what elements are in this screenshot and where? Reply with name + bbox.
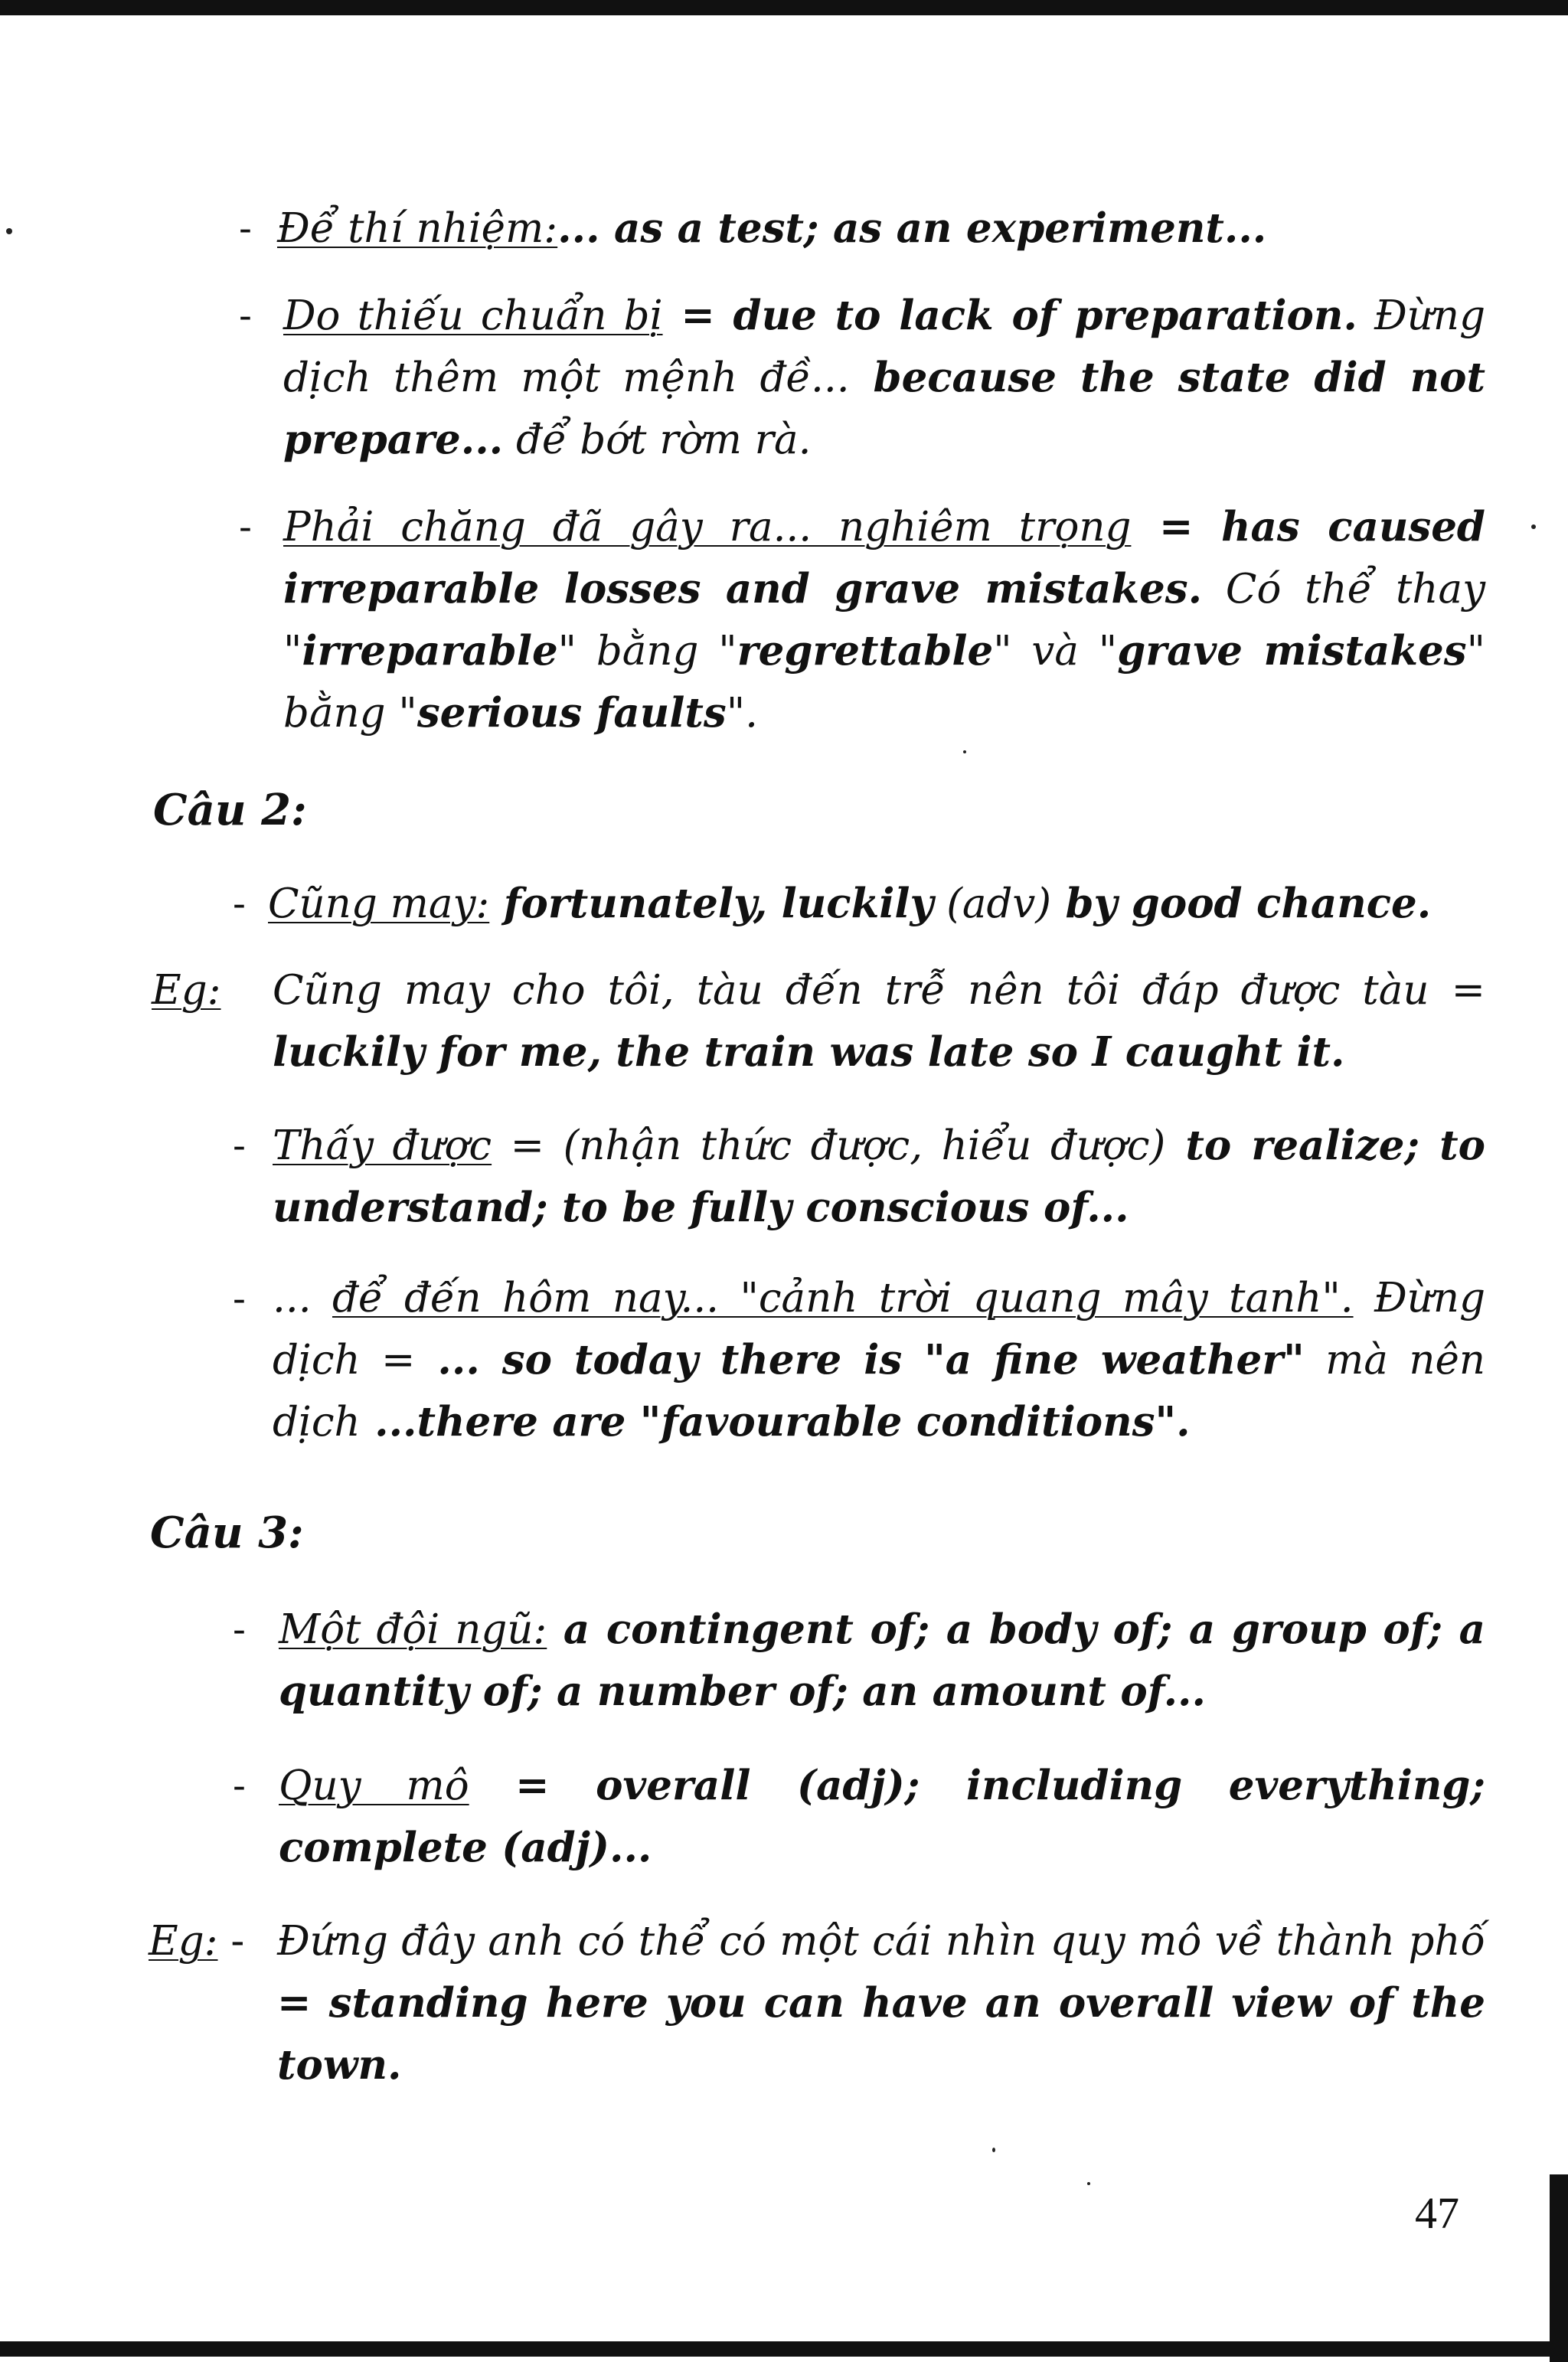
example-label: Eg: - — [149, 1918, 245, 1965]
list-item — [268, 873, 1493, 935]
english-text: serious faults — [416, 689, 727, 737]
list-dash: - — [233, 1276, 246, 1321]
vietnamese-term: Một đội ngũ: — [279, 1606, 547, 1653]
english-text: ...there are "favourable conditions". — [360, 1398, 1191, 1446]
list-dash: - — [230, 1918, 245, 1965]
vietnamese-note: ". — [726, 690, 758, 737]
english-text: = due to lack of preparation. — [662, 292, 1357, 339]
vietnamese-note: mà nên dịch — [273, 1337, 1485, 1446]
vietnamese-note: để bớt rờm rà. — [503, 417, 812, 463]
vietnamese-note: " bằng " — [283, 628, 1485, 737]
vietnamese-term: Để thí nhiệm: — [277, 205, 558, 252]
vietnamese-note: (adv) — [933, 880, 1052, 927]
vietnamese-term: Cũng may: — [268, 880, 490, 927]
english-text: by good chance. — [1051, 880, 1432, 927]
vietnamese-term: Phải chăng đã gây ra... nghiêm trọng — [283, 504, 1132, 550]
list-item — [279, 1599, 1485, 1723]
vietnamese-note: " bằng " — [557, 628, 737, 675]
example-text — [277, 1911, 1485, 2096]
list-item — [277, 198, 1487, 260]
section-heading: Câu 3: — [150, 1508, 304, 1558]
english-text: regrettable — [737, 627, 994, 675]
vietnamese-term: Thấy được — [273, 1122, 492, 1169]
list-dash: - — [233, 1607, 246, 1651]
list-dash: - — [233, 1123, 246, 1168]
vietnamese-note: = (nhận thức được, hiểu được) — [492, 1122, 1166, 1169]
list-item — [273, 1268, 1485, 1453]
english-text: irreparable — [302, 627, 558, 675]
vietnamese-note: Có thể thay " — [283, 566, 1486, 675]
vietnamese-note: Cũng may cho tôi, tàu đến trễ nên tôi đáp được tàu = — [273, 967, 1485, 1014]
list-dash: - — [239, 206, 252, 250]
ellipsis: ... — [273, 1275, 332, 1321]
list-item — [283, 496, 1485, 744]
list-dash: - — [239, 505, 252, 549]
vietnamese-note: Đừng dịch thêm một mệnh đề... — [283, 292, 1485, 401]
english-text: fortunately, luckily — [489, 880, 934, 927]
vietnamese-term: Do thiếu chuẩn bị — [283, 292, 663, 339]
vietnamese-note: " và " — [993, 628, 1118, 675]
english-text: to realize; to understand; to be fully conscious of... — [273, 1122, 1486, 1231]
list-item — [273, 1115, 1485, 1239]
english-text: because the state did not prepare... — [283, 354, 1485, 463]
english-text: grave mistakes — [1117, 627, 1467, 675]
vietnamese-term: để đến hôm nay... "cảnh trời quang mây tanh". — [332, 1275, 1354, 1321]
english-text: = overall (adj); including everything; complete (adj)... — [279, 1762, 1486, 1871]
english-text: ... so today there is "a fine weather" — [415, 1336, 1305, 1384]
english-text: = standing here you can have an overall view of the town. — [277, 1979, 1485, 2089]
list-item — [283, 285, 1485, 471]
vietnamese-note: Đứng đây anh có thể có một cái nhìn quy mô về thành phố — [277, 1918, 1485, 1965]
section-heading: Câu 2: — [153, 785, 307, 835]
vietnamese-term: Quy mô — [279, 1763, 469, 1809]
list-dash: - — [233, 881, 246, 926]
english-text: = has caused irreparable losses and grave mistakes. — [283, 503, 1485, 613]
list-item — [279, 1755, 1485, 1879]
vietnamese-note: Đừng dịch = — [273, 1275, 1485, 1384]
english-text: a contingent of; a body of; a group of; a quantity of; a number of; an amount of... — [279, 1606, 1486, 1715]
example-text — [273, 960, 1485, 1083]
page-number: 47 — [1415, 2188, 1459, 2238]
english-text: luckily for me, the train was late so I caught it. — [273, 1028, 1345, 1076]
list-dash: - — [239, 293, 252, 338]
list-dash: - — [233, 1763, 246, 1808]
example-label: Eg: — [152, 967, 221, 1014]
english-text: ... as a test; as an experiment... — [557, 204, 1267, 252]
